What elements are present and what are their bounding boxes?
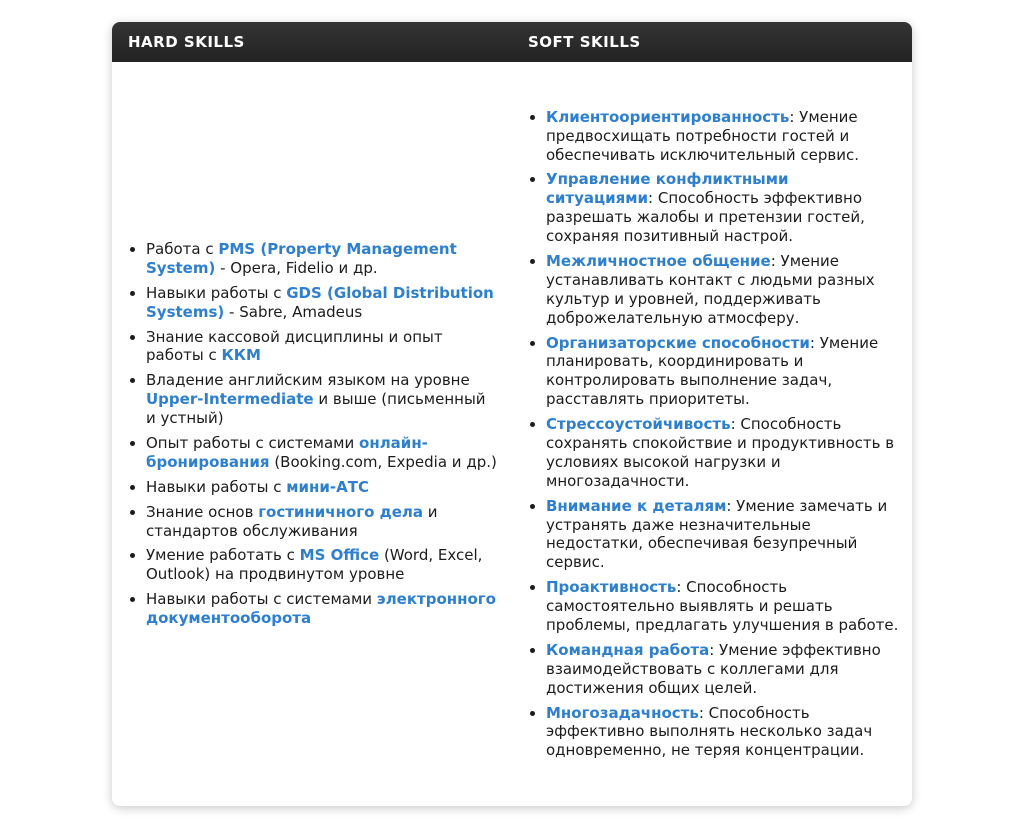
skill-term: Командная работа xyxy=(546,640,710,659)
skill-text: Умение работать с xyxy=(146,546,300,565)
list-item xyxy=(546,578,900,635)
skill-term: Проактивность xyxy=(546,578,677,597)
skill-term: PMS (Property Management System) xyxy=(146,239,457,277)
list-item xyxy=(146,284,500,322)
skill-text: : Умение устанавливать контакт с людьми разных культур и уровней, поддерживать доброжелательную атмосферу. xyxy=(546,251,875,327)
skill-text: : Способность самостоятельно выявлять и решать проблемы, предлагать улучшения в работе. xyxy=(546,578,899,635)
list-item xyxy=(546,108,900,165)
skill-text: Знание основ xyxy=(146,502,259,521)
skill-text: Опыт работы с системами xyxy=(146,434,360,452)
skill-text: Владение английским языком на уровне xyxy=(146,371,470,390)
list-item xyxy=(546,334,900,410)
skill-term: Многозадачность xyxy=(546,703,699,722)
list-item xyxy=(546,170,900,246)
soft-skills-list xyxy=(512,108,912,761)
skill-text: Навыки работы с системами xyxy=(146,590,377,609)
skill-text: Навыки работы с xyxy=(146,477,287,496)
skill-term: Управление конфликтными ситуациями xyxy=(546,170,789,208)
skill-text: : Умение планировать, координировать и контролировать выполнение задач, расставлять приоритеты. xyxy=(546,333,879,409)
skill-term: GDS (Global Distribution Systems) xyxy=(146,283,494,321)
list-item xyxy=(546,497,900,573)
list-item xyxy=(146,546,500,584)
skill-term: Клиентоориентированность xyxy=(546,107,790,126)
skill-term: онлайн-бронирования xyxy=(146,434,428,471)
list-item xyxy=(146,328,500,366)
list-item xyxy=(546,704,900,761)
list-item xyxy=(146,371,500,428)
skills-content xyxy=(112,62,912,806)
skill-text: Знание кассовой дисциплины и опыт работы с xyxy=(146,327,443,365)
skill-text: : Способность эффективно разрешать жалобы и претензии гостей, сохраняя позитивный настрой. xyxy=(546,189,865,246)
list-item xyxy=(146,434,500,472)
skills-header-bar xyxy=(112,22,912,62)
skill-term: гостиничного дела xyxy=(258,502,424,521)
hard-skills-header-label: HARD SKILLS xyxy=(128,33,245,51)
skill-term: электронного документооборота xyxy=(146,590,496,628)
hard-skills-header xyxy=(112,22,512,62)
skill-term: MS Office xyxy=(299,546,380,565)
skill-term: Внимание к деталям xyxy=(546,496,727,515)
skill-text: Работа с xyxy=(146,239,219,258)
skill-text: : Умение предвосхищать потребности гостей и обеспечивать исключительный сервис. xyxy=(546,107,859,164)
hard-skills-column xyxy=(112,62,512,806)
skill-text: : Способность сохранять спокойствие и продуктивность в условиях высокой нагрузки и многозадачности. xyxy=(546,415,895,490)
list-item xyxy=(146,478,500,497)
skill-text: : Умение замечать и устранять даже незначительные недостатки, обеспечивая безупречный сервис. xyxy=(546,496,888,572)
skill-term: Upper-Intermediate xyxy=(146,390,314,409)
soft-skills-header-label: SOFT SKILLS xyxy=(528,33,641,51)
skill-text: (Booking.com, Expedia и др.) xyxy=(269,452,497,471)
skill-term: Организаторские способности xyxy=(546,333,810,352)
list-item xyxy=(546,641,900,698)
list-item xyxy=(146,590,500,628)
skill-term: ККМ xyxy=(221,346,261,365)
list-item xyxy=(546,252,900,328)
skill-text: - Sabre, Amadeus xyxy=(224,302,363,321)
list-item xyxy=(146,503,500,541)
skill-text: : Умение эффективно взаимодействовать с коллегами для достижения общих целей. xyxy=(546,640,881,697)
skills-card xyxy=(112,22,912,806)
skill-term: мини-АТС xyxy=(286,477,369,496)
skill-text: : Способность эффективно выполнять несколько задач одновременно, не теряя концентрации. xyxy=(546,703,873,760)
list-item xyxy=(146,240,500,278)
soft-skills-header xyxy=(512,22,912,62)
skill-text: Навыки работы с xyxy=(146,283,287,302)
skill-text: и стандартов обслуживания xyxy=(146,502,438,540)
soft-skills-column xyxy=(512,62,912,806)
skill-text: и выше (письменный и устный) xyxy=(146,390,486,428)
skill-term: Межличностное общение xyxy=(546,251,771,270)
skill-text: - Opera, Fidelio и др. xyxy=(215,258,378,277)
hard-skills-list xyxy=(112,240,512,628)
skill-term: Стрессоустойчивость xyxy=(546,415,731,434)
skill-text: (Word, Excel, Outlook) на продвинутом уровне xyxy=(146,546,483,584)
list-item xyxy=(546,415,900,491)
